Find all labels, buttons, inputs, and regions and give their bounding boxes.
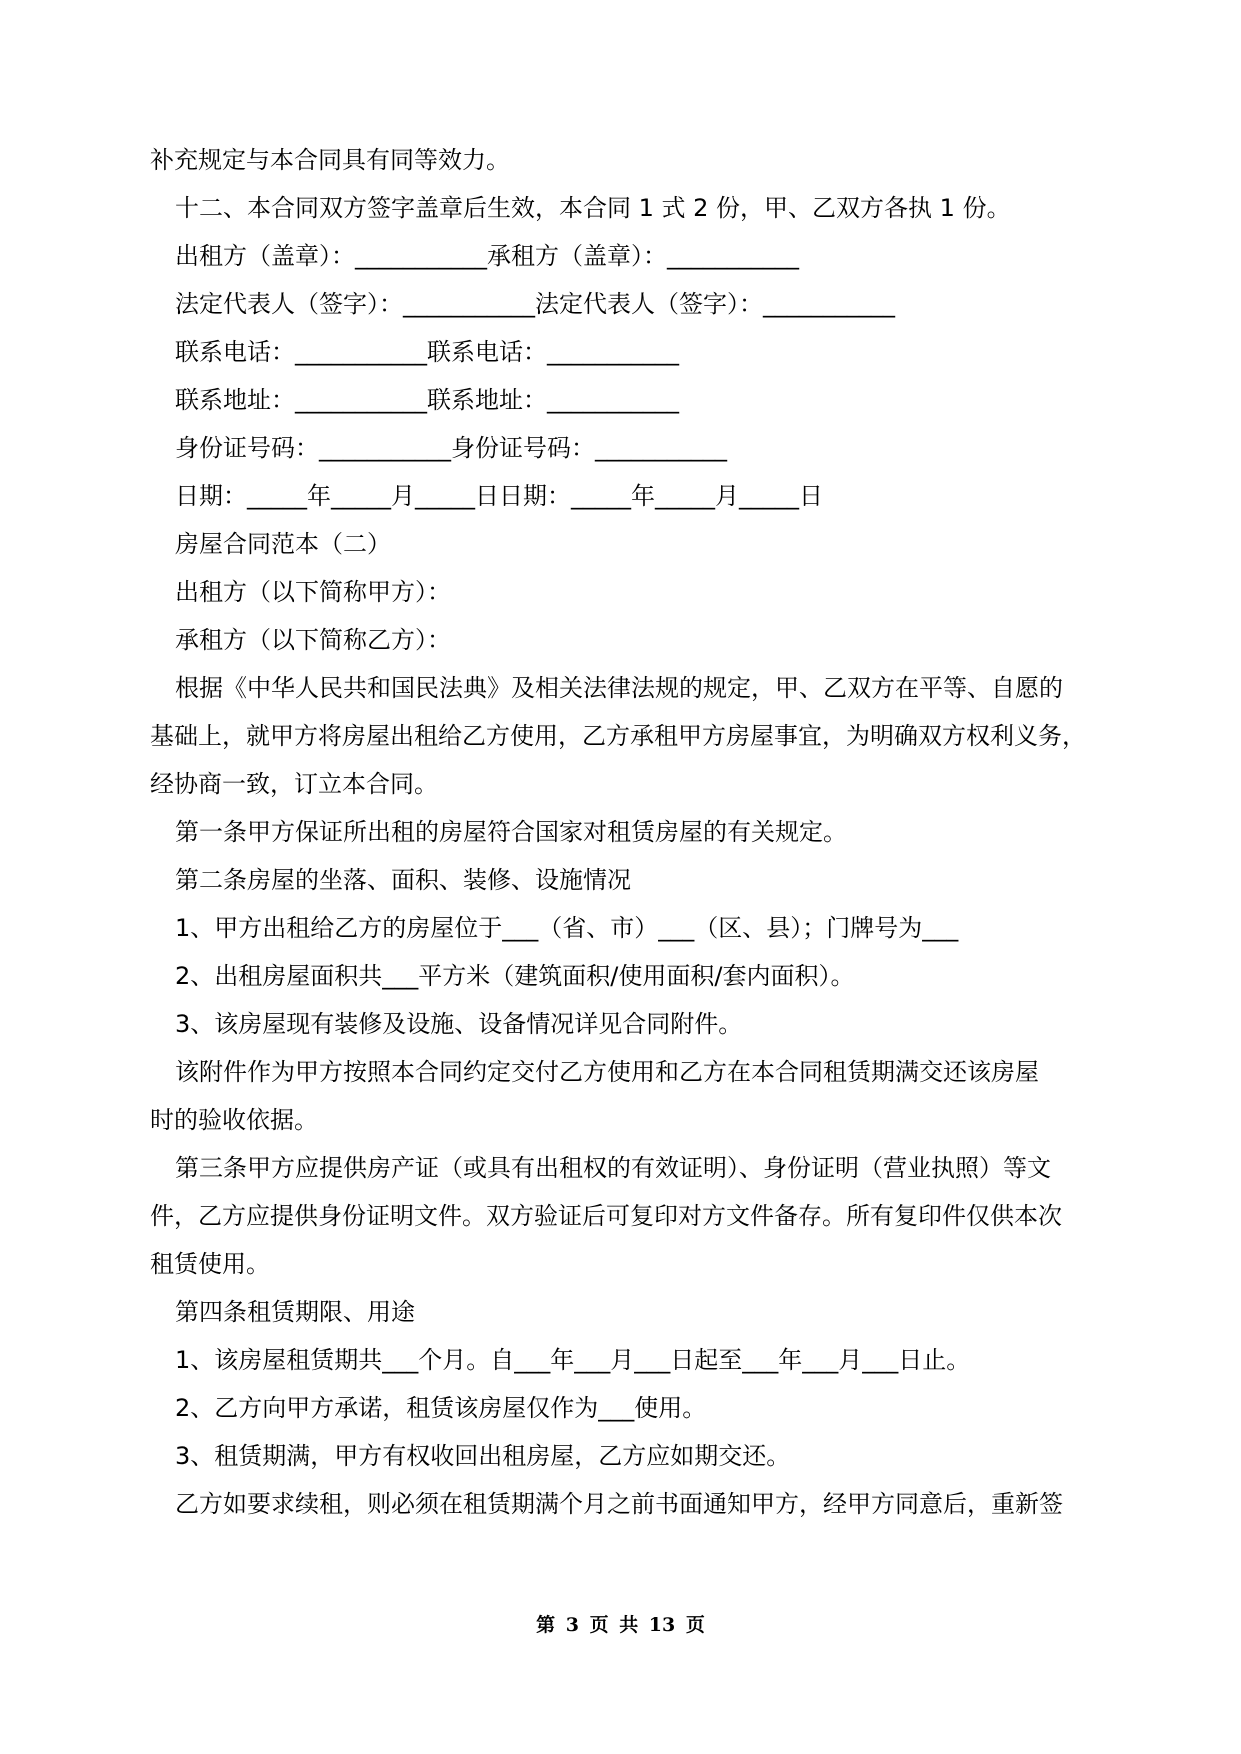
text-line: 出租方（盖章）：___________承租方（盖章）：___________	[175, 242, 799, 270]
text-line: 第二条房屋的坐落、面积、装修、设施情况	[175, 866, 631, 894]
text-line: 身份证号码：___________身份证号码：___________	[175, 434, 727, 462]
text-line: 乙方如要求续租，则必须在租赁期满个月之前书面通知甲方，经甲方同意后，重新签	[175, 1490, 1063, 1518]
text-line: 2、乙方向甲方承诺，租赁该房屋仅作为___使用。	[175, 1394, 707, 1422]
text-line: 第一条甲方保证所出租的房屋符合国家对租赁房屋的有关规定。	[175, 818, 847, 846]
text-line: 根据《中华人民共和国民法典》及相关法律法规的规定，甲、乙双方在平等、自愿的	[175, 674, 1063, 702]
text-line: 1、甲方出租给乙方的房屋位于___（省、市）___（区、县）；门牌号为___	[175, 914, 959, 942]
text-line: 件，乙方应提供身份证明文件。双方验证后可复印对方文件备存。所有复印件仅供本次	[150, 1202, 1062, 1230]
text-line: 日期：_____年_____月_____日日期：_____年_____月_____日	[175, 482, 823, 510]
text-line: 该附件作为甲方按照本合同约定交付乙方使用和乙方在本合同租赁期满交还该房屋	[175, 1058, 1039, 1086]
text-line: 2、出租房屋面积共___平方米（建筑面积/使用面积/套内面积）。	[175, 962, 855, 990]
text-line: 基础上，就甲方将房屋出租给乙方使用，乙方承租甲方房屋事宜，为明确双方权利义务，	[150, 722, 1086, 750]
text-line: 3、租赁期满，甲方有权收回出租房屋，乙方应如期交还。	[175, 1442, 791, 1470]
text-line: 法定代表人（签字）：___________法定代表人（签字）：___________	[175, 290, 895, 318]
text-line: 承租方（以下简称乙方）：	[175, 626, 451, 654]
text-line: 第三条甲方应提供房产证（或具有出租权的有效证明）、身份证明（营业执照）等文	[175, 1154, 1051, 1182]
text-line: 补充规定与本合同具有同等效力。	[150, 146, 510, 174]
text-line: 十二、本合同双方签字盖章后生效，本合同 1 式 2 份，甲、乙双方各执 1 份。	[175, 194, 1011, 222]
text-line: 1、该房屋租赁期共___个月。自___年___月___日起至___年___月___日止。	[175, 1346, 971, 1374]
section-heading: 房屋合同范本（二）	[175, 530, 391, 558]
text-line: 经协商一致，订立本合同。	[150, 770, 438, 798]
text-line: 联系电话：___________联系电话：___________	[175, 338, 679, 366]
text-line: 租赁使用。	[150, 1250, 270, 1278]
text-line: 3、该房屋现有装修及设施、设备情况详见合同附件。	[175, 1010, 743, 1038]
text-line: 出租方（以下简称甲方）：	[175, 578, 451, 606]
text-line: 联系地址：___________联系地址：___________	[175, 386, 679, 414]
text-line: 时的验收依据。	[150, 1106, 318, 1134]
page-number-footer: 第 3 页 共 13 页	[536, 1614, 705, 1636]
text-line: 第四条租赁期限、用途	[175, 1298, 415, 1326]
